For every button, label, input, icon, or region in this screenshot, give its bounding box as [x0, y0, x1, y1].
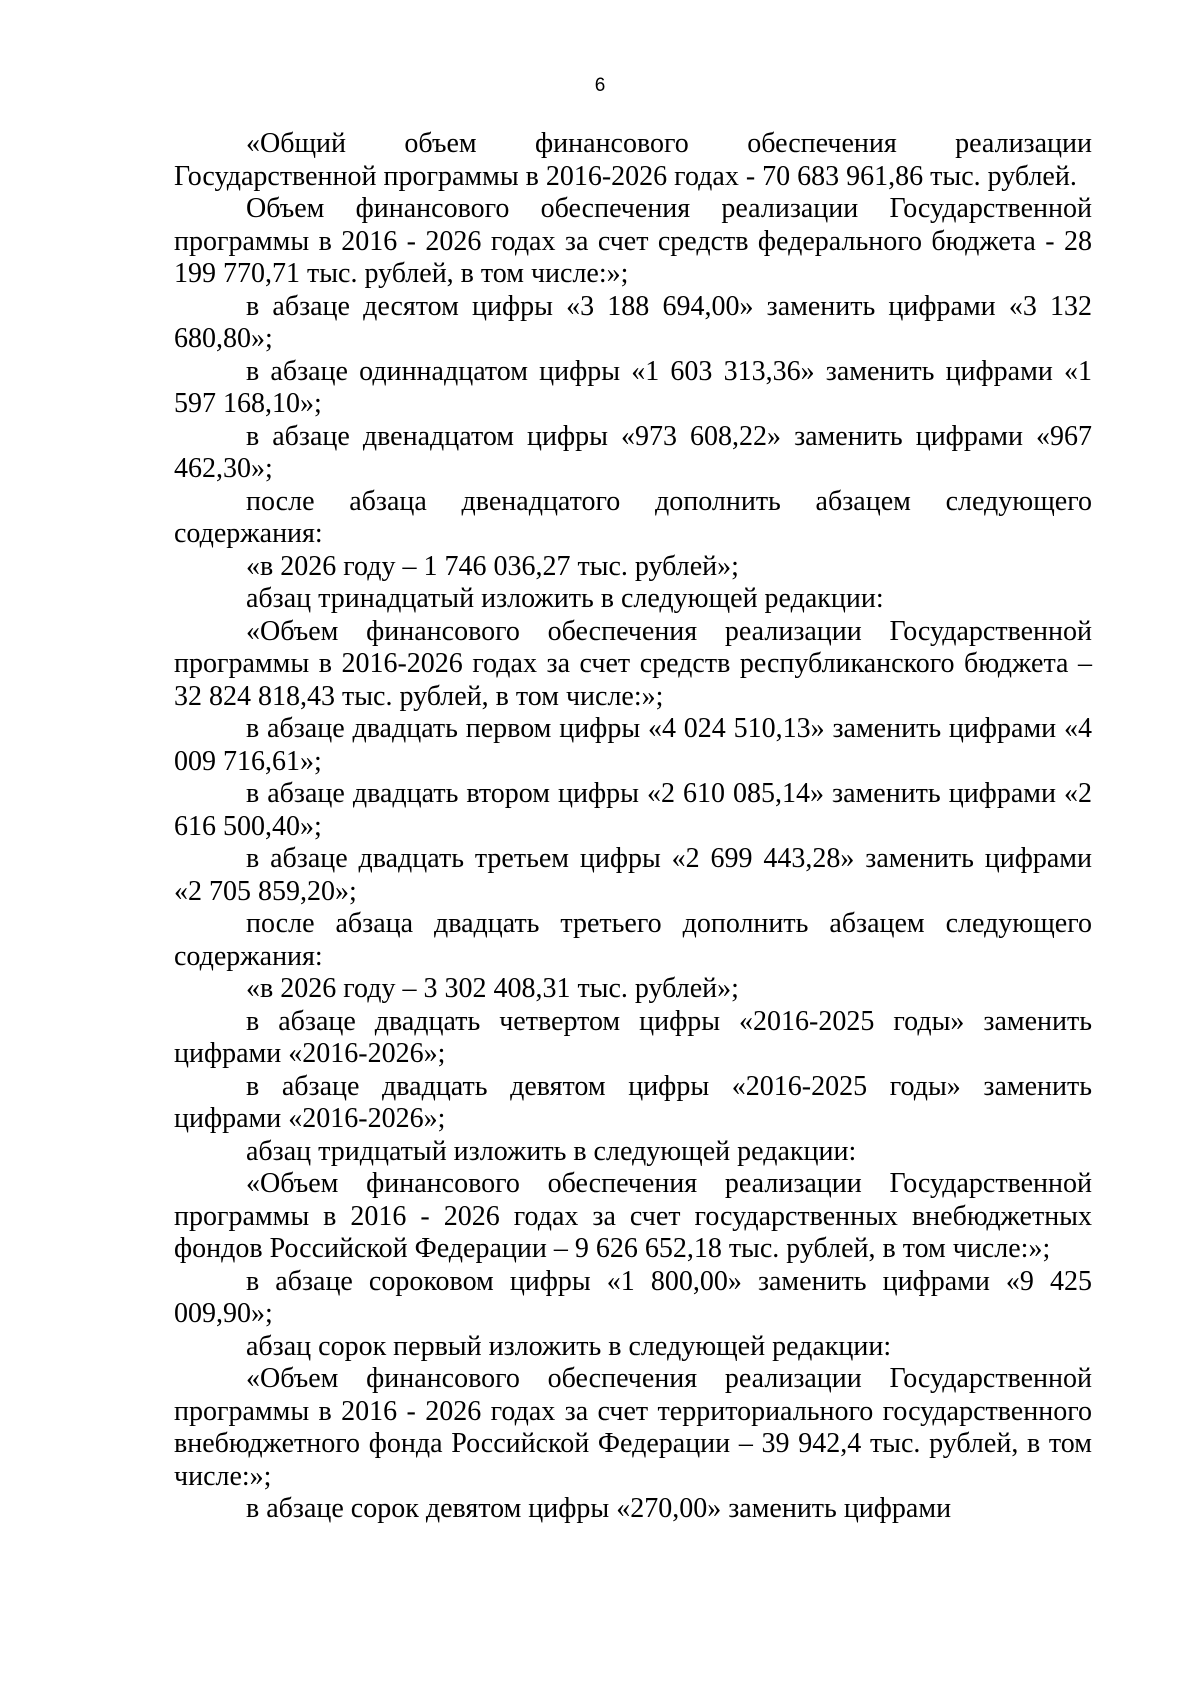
paragraph: «Объем финансового обеспечения реализации Государственной программы в 2016 - 2026 годах за счет государственных внебюджетных фондов Российской Федерации – 9 626 652,18 тыс. рублей, в том числе:»; [174, 1168, 1092, 1264]
paragraph: «Общий объем финансового обеспечения реализации Государственной программы в 2016-2026 годах - 70 683 961,86 тыс. рублей. [174, 128, 1092, 192]
paragraph: «в 2026 году – 1 746 036,27 тыс. рублей»; [246, 550, 739, 582]
paragraph: в абзаце двадцать первом цифры «4 024 510,13» заменить цифрами «4 009 716,61»; [174, 713, 1092, 777]
paragraph: «Объем финансового обеспечения реализации Государственной программы в 2016-2026 годах за счет средств республиканского бюджета – 32 824 818,43 тыс. рублей, в том числе:»; [174, 615, 1092, 712]
paragraph: Объем финансового обеспечения реализации Государственной программы в 2016 - 2026 годах за счет средств федерального бюджета - 28 199 770,71 тыс. рублей, в том числе:»; [174, 193, 1092, 289]
paragraph: в абзаце десятом цифры «3 188 694,00» заменить цифрами «3 132 680,80»; [174, 290, 1092, 354]
document-body [174, 128, 1092, 1526]
paragraph: в абзаце сорок девятом цифры «270,00» заменить цифрами [246, 1493, 952, 1524]
paragraph: в абзаце сороковом цифры «1 800,00» заменить цифрами «9 425 009,90»; [174, 1265, 1092, 1329]
page-number: 6 [594, 75, 606, 96]
paragraph: «Объем финансового обеспечения реализации Государственной программы в 2016 - 2026 годах за счет территориального государственного внебюджетного фонда Российской Федерации – 39 942,4 тыс. рублей, в том числе:»; [174, 1363, 1092, 1492]
paragraph: в абзаце двадцать девятом цифры «2016-2025 годы» заменить цифрами «2016-2026»; [174, 1070, 1092, 1134]
paragraph: абзац тринадцатый изложить в следующей редакции: [246, 583, 884, 614]
paragraph: в абзаце двадцать втором цифры «2 610 085,14» заменить цифрами «2 616 500,40»; [174, 778, 1092, 842]
paragraph: «в 2026 году – 3 302 408,31 тыс. рублей»; [246, 973, 739, 1004]
paragraph: абзац сорок первый изложить в следующей редакции: [246, 1330, 892, 1362]
paragraph: после абзаца двенадцатого дополнить абзацем следующего содержания: [174, 485, 1092, 549]
paragraph: абзац тридцатый изложить в следующей редакции: [246, 1135, 857, 1167]
paragraph: в абзаце одиннадцатом цифры «1 603 313,36» заменить цифрами «1 597 168,10»; [174, 355, 1092, 419]
paragraph: в абзаце двадцать четвертом цифры «2016-2025 годы» заменить цифрами «2016-2026»; [174, 1005, 1092, 1069]
paragraph: в абзаце двенадцатом цифры «973 608,22» заменить цифрами «967 462,30»; [174, 420, 1092, 484]
paragraph: в абзаце двадцать третьем цифры «2 699 443,28» заменить цифрами «2 705 859,20»; [174, 843, 1092, 907]
paragraph: после абзаца двадцать третьего дополнить абзацем следующего содержания: [174, 908, 1092, 972]
